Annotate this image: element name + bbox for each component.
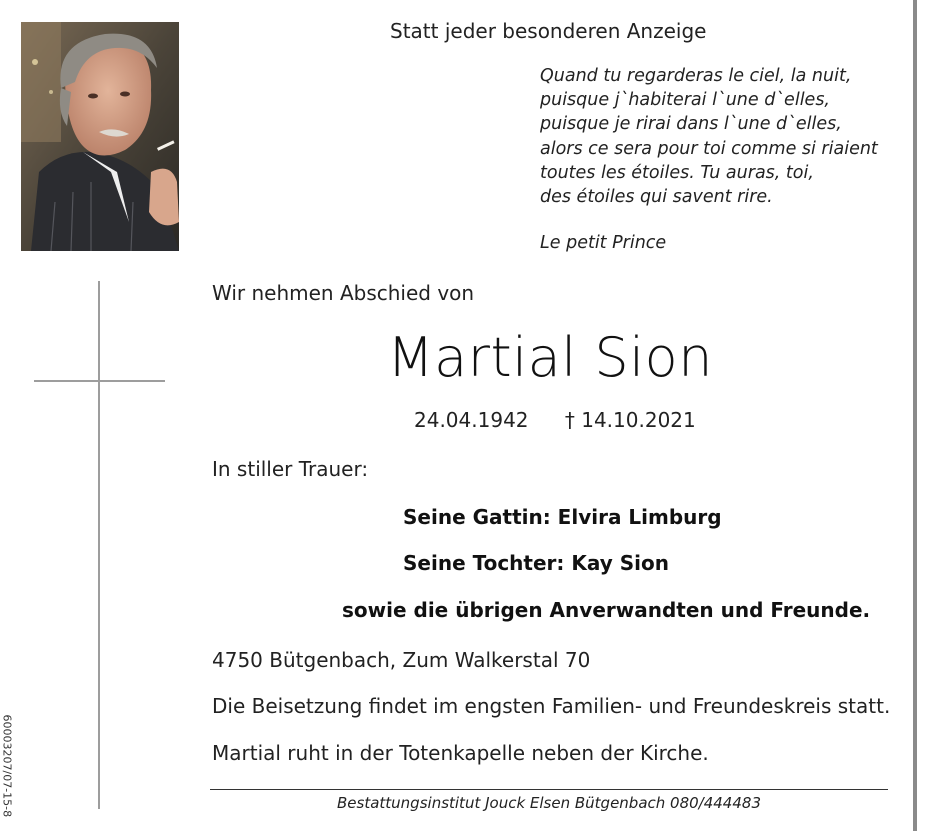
cross-icon (98, 281, 100, 809)
poem-line: des étoiles qui savent rire. (540, 187, 773, 208)
portrait-photo (21, 22, 179, 251)
poem-source: Le petit Prince (540, 233, 667, 253)
farewell-text: Wir nehmen Abschied von (212, 281, 475, 305)
mourner-relatives: sowie die übrigen Anverwandten und Freunde. (342, 598, 871, 622)
dagger-icon: † (564, 408, 575, 432)
footer-divider (210, 789, 888, 790)
mourner-daughter: Seine Tochter: Kay Sion (403, 551, 669, 575)
poem-line: puisque j`habiterai l`une d`elles, (540, 90, 830, 111)
mourning-heading: In stiller Trauer: (212, 457, 369, 481)
death-marker (565, 408, 696, 432)
death-date: 14.10.2021 (581, 408, 696, 432)
side-reference-code-text: 60003207/07-15-8 (0, 715, 14, 818)
poem-line: alors ce sera pour toi comme si riaient (540, 138, 878, 159)
burial-info: Die Beisetzung findet im engsten Familien- und Freundeskreis statt. (212, 694, 891, 718)
poem-line: puisque je rirai dans l`une d`elles, (540, 114, 842, 135)
page-border-right (913, 0, 917, 831)
mourner-wife: Seine Gattin: Elvira Limburg (403, 505, 722, 529)
life-dates (414, 408, 696, 432)
chapel-info: Martial ruht in der Totenkapelle neben der Kirche. (212, 741, 709, 765)
birth-date: 24.04.1942 (414, 408, 529, 432)
poem (540, 64, 878, 209)
family-address: 4750 Bütgenbach, Zum Walkerstal 70 (212, 648, 591, 672)
cross-icon-crossbar (34, 380, 165, 382)
funeral-home-credit: Bestattungsinstitut Jouck Elsen Bütgenbach 080/444483 (337, 794, 761, 812)
side-reference-code (0, 715, 14, 831)
poem-line: toutes les étoiles. Tu auras, toi, (540, 162, 814, 183)
poem-line: Quand tu regarderas le ciel, la nuit, (540, 66, 852, 86)
deceased-name: Martial Sion (387, 326, 713, 389)
notice-intro: Statt jeder besonderen Anzeige (390, 19, 707, 43)
